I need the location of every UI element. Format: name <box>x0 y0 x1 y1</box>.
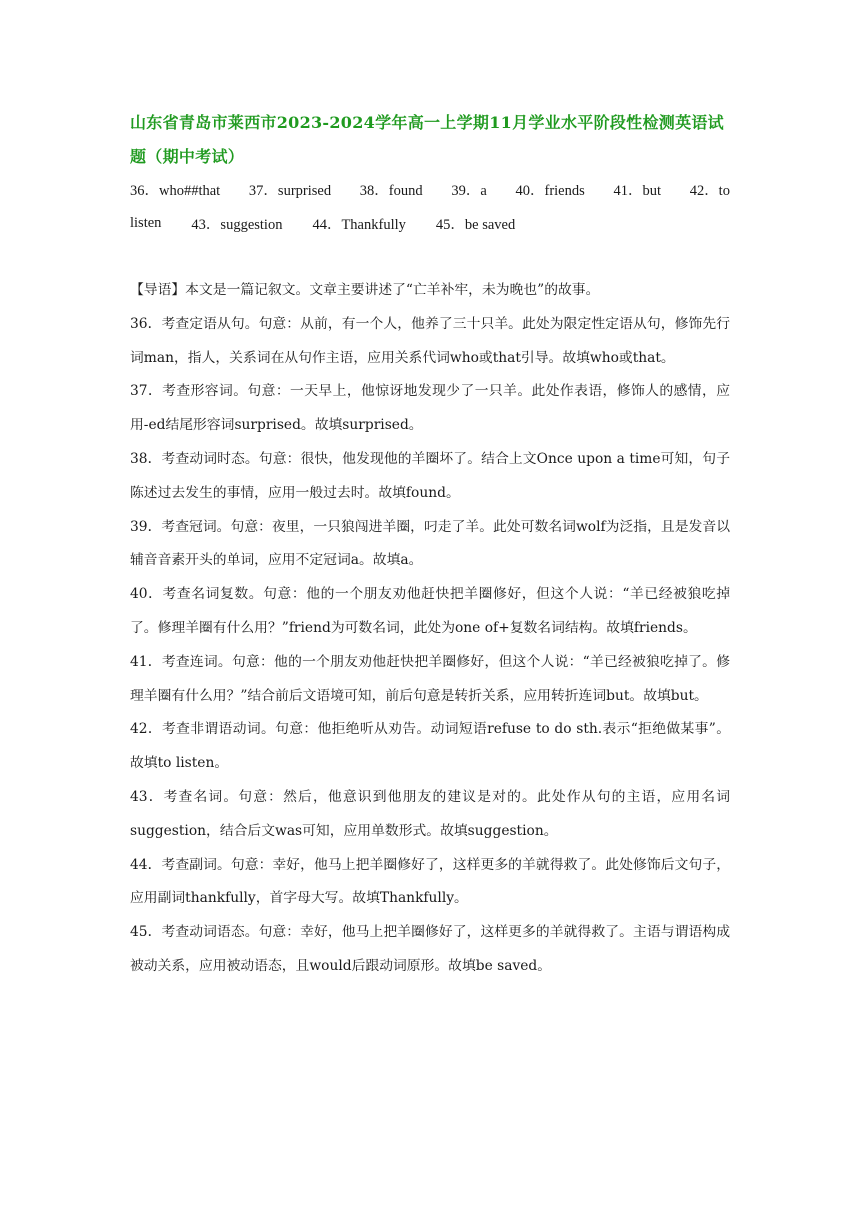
answer-43: 43．suggestion <box>191 216 283 233</box>
answer-38: 38．found <box>359 182 423 199</box>
answer-36: 36．who##that <box>130 182 221 199</box>
explanation-38: 38．考查动词时态。句意：很快，他发现他的羊圈坏了。结合上文Once upon a time可知，句子陈述过去发生的事情，应用一般过去时。故填found。 <box>130 450 730 501</box>
answer-row-2 <box>130 213 730 233</box>
answer-40: 40．friends <box>515 182 585 199</box>
answer-44: 44．Thankfully <box>312 216 406 233</box>
explanation-37: 37．考查形容词。句意：一天早上，他惊讶地发现少了一只羊。此处作表语，修饰人的感情，应用-ed结尾形容词surprised。故填surprised。 <box>130 383 730 434</box>
intro-paragraph: 【导语】本文是一篇记叙文。文章主要讲述了“亡羊补牢，未为晚也”的故事。 <box>130 282 600 298</box>
explanation-40: 40．考查名词复数。句意：他的一个朋友劝他赶快把羊圈修好，但这个人说：“羊已经被狼吃掉了。修理羊圈有什么用？”friend为可数名词，此处为one of+复数名词结构。故填friends。 <box>130 586 730 636</box>
document-title: 山东省青岛市莱西市2023-2024学年高一上学期11月学业水平阶段性检测英语试题（期中考试） <box>130 113 724 166</box>
explanation-42: 42．考查非谓语动词。句意：他拒绝听从劝告。动词短语refuse to do sth.表示“拒绝做某事”。故填to listen。 <box>130 721 730 772</box>
answer-42-part2: listen <box>130 214 162 231</box>
explanation-41: 41．考查连词。句意：他的一个朋友劝他赶快把羊圈修好，但这个人说：“羊已经被狼吃掉了。修理羊圈有什么用？”结合前后文语境可知，前后句意是转折关系，应用转折连词but。故填but。 <box>130 653 730 704</box>
explanation-45: 45．考查动词语态。句意：幸好，他马上把羊圈修好了，这样更多的羊就得救了。主语与谓语构成被动关系，应用被动语态，且would后跟动词原形。故填be saved。 <box>130 924 730 974</box>
explanation-43: 43．考查名词。句意：然后，他意识到他朋友的建议是对的。此处作从句的主语，应用名词suggestion，结合后文was可知，应用单数形式。故填suggestion。 <box>130 788 730 839</box>
answer-41: 41．but <box>613 182 661 199</box>
answer-45: 45．be saved <box>435 216 516 233</box>
answer-42-part1: 42．to <box>689 182 730 199</box>
answer-37: 37．surprised <box>248 182 332 199</box>
explanation-39: 39．考查冠词。句意：夜里，一只狼闯进羊圈，叼走了羊。此处可数名词wolf为泛指，且是发音以辅音音素开头的单词，应用不定冠词a。故填a。 <box>130 518 730 569</box>
answer-row-1 <box>130 179 730 199</box>
explanation-36: 36．考查定语从句。句意：从前，有一个人，他养了三十只羊。此处为限定性定语从句，修饰先行词man，指人，关系词在从句作主语，应用关系代词who或that引导。故填who或that。 <box>130 315 730 366</box>
explanation-44: 44．考查副词。句意：幸好，他马上把羊圈修好了，这样更多的羊就得救了。此处修饰后文句子，应用副词thankfully，首字母大写。故填Thankfully。 <box>130 856 730 907</box>
explanation-body <box>130 274 730 984</box>
answer-39: 39．a <box>451 182 487 199</box>
